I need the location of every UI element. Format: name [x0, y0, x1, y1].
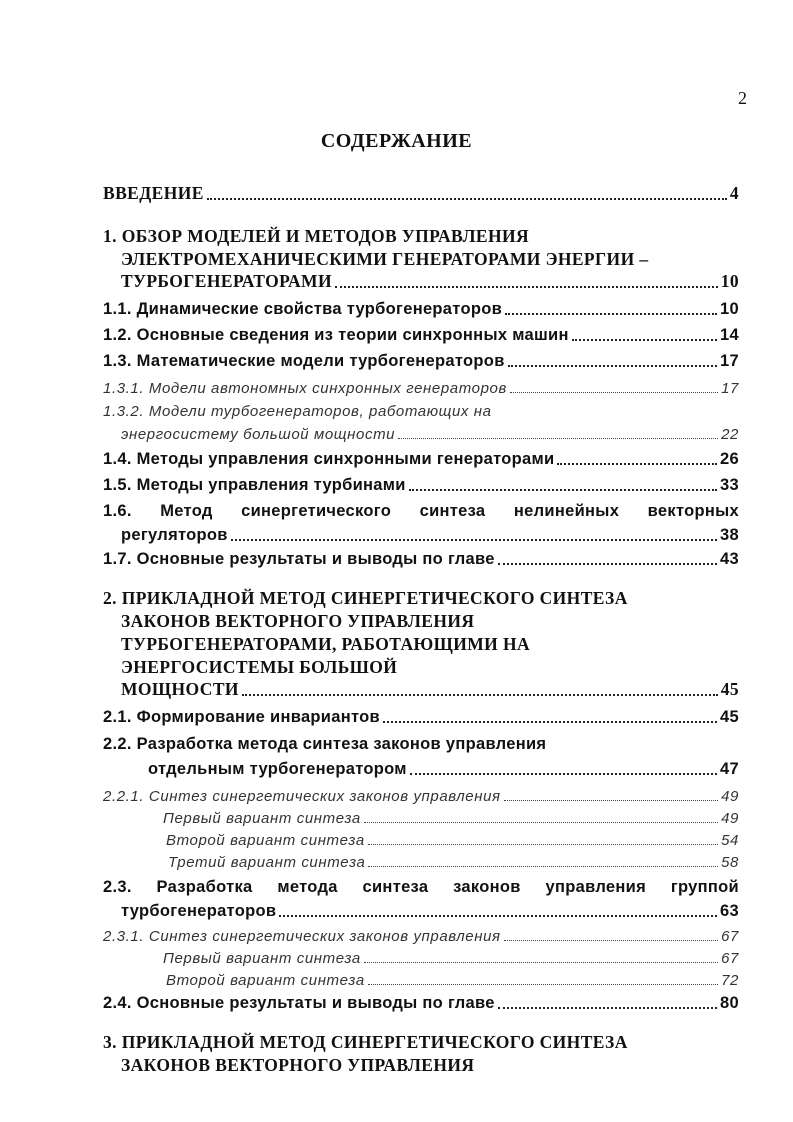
dot-leader	[504, 800, 718, 801]
entry-label: 2.2.1. Синтез синергетических законов управления	[103, 788, 501, 805]
chapter-2-title-line-1: 2. ПРИКЛАДНОЙ МЕТОД СИНЕРГЕТИЧЕСКОГО СИНТЕЗА	[103, 588, 628, 608]
dot-leader	[279, 915, 717, 917]
toc-entry-2-3-1-first-variant[interactable]	[163, 950, 739, 967]
toc-entry-chapter-2[interactable]	[121, 679, 739, 700]
entry-label: 1.3. Математические модели турбогенераторов	[103, 352, 505, 370]
entry-label: регуляторов	[121, 526, 228, 544]
entry-page: 47	[720, 760, 739, 778]
entry-page: 54	[721, 832, 739, 849]
entry-page: 49	[721, 810, 739, 827]
entry-label: 2.3.1. Синтез синергетических законов управления	[103, 928, 501, 945]
dot-leader	[498, 563, 717, 565]
dot-leader	[572, 339, 717, 341]
toc-entry-1-1[interactable]	[103, 300, 739, 319]
entry-label: турбогенераторов	[121, 902, 277, 920]
toc-entry-2-3-1[interactable]	[103, 928, 739, 945]
entry-page: 10	[720, 271, 739, 291]
chapter-2-title-line-2: ЗАКОНОВ ВЕКТОРНОГО УПРАВЛЕНИЯ	[121, 611, 475, 631]
toc-entry-1-7[interactable]	[103, 550, 739, 569]
dot-leader	[557, 463, 717, 465]
entry-page: 14	[720, 326, 739, 344]
dot-leader	[510, 392, 718, 393]
entry-label: Первый вариант синтеза	[163, 950, 361, 967]
entry-label: 1.2. Основные сведения из теории синхронных машин	[103, 326, 569, 344]
entry-page: 45	[720, 708, 739, 726]
toc-entry-1-4[interactable]	[103, 450, 739, 469]
entry-page: 17	[721, 380, 739, 397]
toc-entry-2-2-1-first-variant[interactable]	[163, 810, 739, 827]
dot-leader	[364, 962, 718, 963]
toc-entry-1-5[interactable]	[103, 476, 739, 495]
entry-label: 2.4. Основные результаты и выводы по главе	[103, 994, 495, 1012]
entry-label: 2.1. Формирование инвариантов	[103, 708, 380, 726]
dot-leader	[368, 984, 718, 985]
entry-page: 4	[729, 183, 739, 203]
toc-entry-1-6-line-1: 1.6. Метод синергетического синтеза нелинейных векторных	[103, 502, 739, 520]
dot-leader	[508, 365, 717, 367]
toc-entry-1-3[interactable]	[103, 352, 739, 371]
toc-entry-2-2[interactable]	[148, 760, 739, 779]
toc-entry-2-4[interactable]	[103, 994, 739, 1013]
dot-leader	[498, 1007, 717, 1009]
chapter-3-title-line-2: ЗАКОНОВ ВЕКТОРНОГО УПРАВЛЕНИЯ	[121, 1055, 475, 1075]
dot-leader	[364, 822, 718, 823]
entry-label: энергосистему большой мощности	[121, 426, 396, 443]
chapter-2-title-line-4: ЭНЕРГОСИСТЕМЫ БОЛЬШОЙ	[121, 657, 398, 677]
entry-label: ВВЕДЕНИЕ	[103, 183, 204, 203]
page-number: 2	[738, 88, 747, 108]
toc-entry-1-6[interactable]	[121, 526, 739, 545]
dot-leader	[505, 313, 717, 315]
entry-label: Второй вариант синтеза	[166, 972, 365, 989]
entry-page: 67	[721, 928, 739, 945]
toc-entry-1-2[interactable]	[103, 326, 739, 345]
entry-page: 26	[720, 450, 739, 468]
entry-page: 43	[720, 550, 739, 568]
entry-page: 45	[720, 679, 739, 699]
entry-label: МОЩНОСТИ	[121, 679, 239, 699]
entry-page: 63	[720, 902, 739, 920]
toc-entry-2-2-1-third-variant[interactable]	[168, 854, 739, 871]
toc-entry-2-1[interactable]	[103, 708, 739, 727]
toc-entry-1-3-2-line-1: 1.3.2. Модели турбогенераторов, работающих на	[103, 403, 492, 420]
entry-label: 1.7. Основные результаты и выводы по главе	[103, 550, 495, 568]
dot-leader	[504, 940, 718, 941]
dot-leader	[410, 773, 717, 775]
dot-leader	[207, 198, 727, 200]
dot-leader	[409, 489, 717, 491]
toc-entry-chapter-1[interactable]	[121, 271, 739, 292]
dot-leader	[242, 694, 718, 696]
entry-label: Третий вариант синтеза	[168, 854, 366, 871]
entry-label: 1.5. Методы управления турбинами	[103, 476, 406, 494]
toc-entry-2-2-1[interactable]	[103, 788, 739, 805]
entry-label: Первый вариант синтеза	[163, 810, 361, 827]
dot-leader	[398, 438, 718, 439]
entry-page: 58	[721, 854, 739, 871]
toc-entry-2-3-line-1: 2.3. Разработка метода синтеза законов управления группой	[103, 878, 739, 896]
dot-leader	[368, 844, 718, 845]
dot-leader	[231, 539, 717, 541]
chapter-3-title-line-1: 3. ПРИКЛАДНОЙ МЕТОД СИНЕРГЕТИЧЕСКОГО СИНТЕЗА	[103, 1032, 628, 1052]
toc-entry-2-3-1-second-variant[interactable]	[166, 972, 739, 989]
chapter-2-title-line-3: ТУРБОГЕНЕРАТОРАМИ, РАБОТАЮЩИМИ НА	[121, 634, 531, 654]
entry-page: 22	[721, 426, 739, 443]
chapter-1-title-line-1: 1. ОБЗОР МОДЕЛЕЙ И МЕТОДОВ УПРАВЛЕНИЯ	[103, 226, 530, 246]
entry-page: 67	[721, 950, 739, 967]
toc-entry-2-3[interactable]	[121, 902, 739, 921]
dot-leader	[368, 866, 718, 867]
toc-title: СОДЕРЖАНИЕ	[320, 130, 473, 152]
entry-page: 38	[720, 526, 739, 544]
entry-label: Второй вариант синтеза	[166, 832, 365, 849]
toc-entry-1-3-1[interactable]	[103, 380, 739, 397]
toc-entry-1-3-2[interactable]	[121, 426, 739, 443]
chapter-1-title-line-2: ЭЛЕКТРОМЕХАНИЧЕСКИМИ ГЕНЕРАТОРАМИ ЭНЕРГИИ –	[121, 249, 649, 269]
entry-label: 1.4. Методы управления синхронными генераторами	[103, 450, 555, 468]
entry-page: 80	[720, 994, 739, 1012]
dot-leader	[383, 721, 717, 723]
toc-entry-2-2-1-second-variant[interactable]	[166, 832, 739, 849]
entry-page: 49	[721, 788, 739, 805]
dot-leader	[335, 286, 718, 288]
entry-label: 1.1. Динамические свойства турбогенераторов	[103, 300, 503, 318]
entry-label: 1.3.1. Модели автономных синхронных генераторов	[103, 380, 507, 397]
entry-page: 10	[720, 300, 739, 318]
entry-page: 72	[721, 972, 739, 989]
toc-entry-2-2-line-1: 2.2. Разработка метода синтеза законов управления	[103, 735, 547, 753]
entry-page: 17	[720, 352, 739, 370]
entry-label: ТУРБОГЕНЕРАТОРАМИ	[121, 271, 332, 291]
entry-label: отдельным турбогенератором	[148, 760, 407, 778]
entry-page: 33	[720, 476, 739, 494]
toc-entry-introduction[interactable]	[103, 183, 739, 204]
